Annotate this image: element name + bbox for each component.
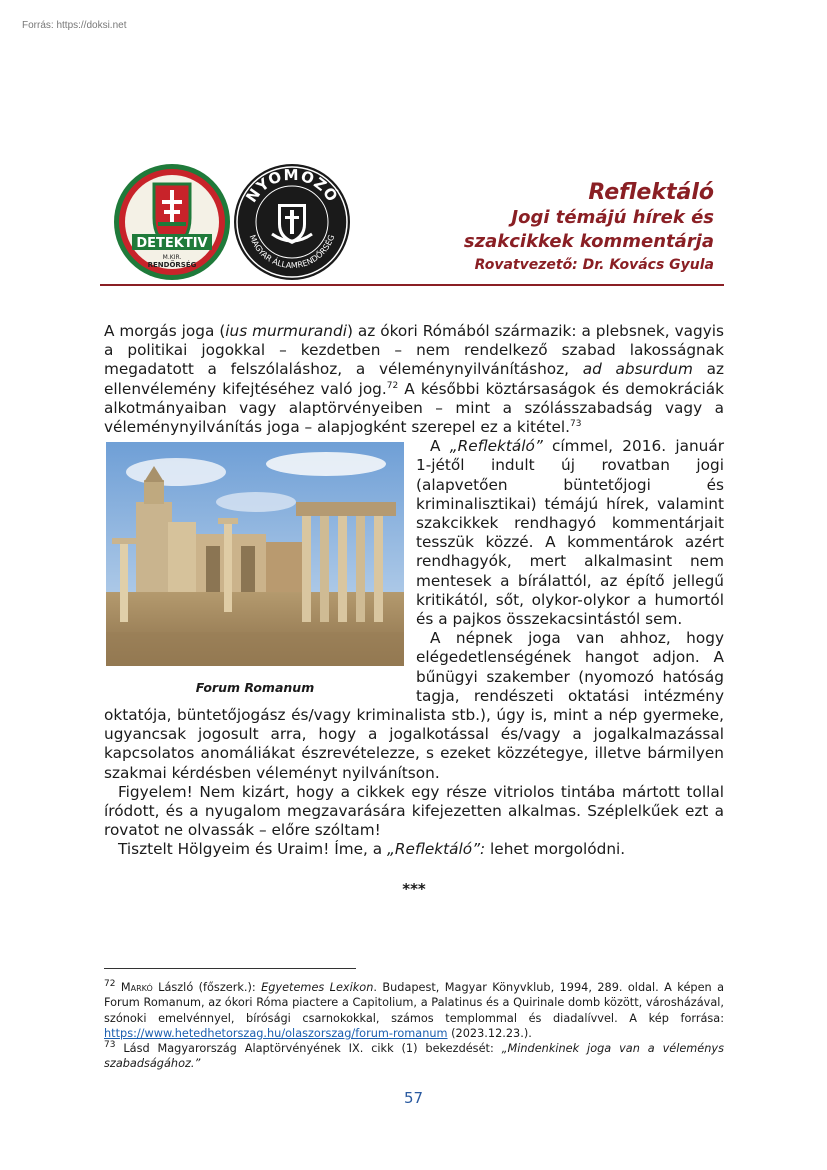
detektiv-badge-logo [112, 162, 232, 282]
column-subtitle-line2: szakcikkek kommentárja [463, 231, 714, 252]
forum-romanum-figure [106, 442, 406, 696]
page-number: 57 [403, 1089, 424, 1107]
svg-text:NYOMOZÓ: NYOMOZÓ [242, 165, 342, 206]
footnote-72: $^{72}$ Markó László (főszerk.): Egyetemes Lexikon. Budapest, Magyar Könyvklub, 1994, 289. oldal. A képen a Forum Romanum, az ókori Róma piactere a Capitolium, a Palatinus és a Quirinale domb között, városházával, szónoki emelvénnyel, bírósági csarnokokkal, számos templommal és diadalívvel. A kép forrása: https://www.hetedhetorszag.hu/olaszorszag/forum-romanum (2023.12.23.). [104, 979, 725, 1040]
section-separator: *** [402, 879, 426, 898]
column-editor: Rovatvezető: Dr. Kovács Gyula [474, 257, 714, 273]
source-link[interactable]: https://www.hetedhetorszag.hu/olaszorszag/forum-romanum [104, 1026, 448, 1040]
source-label: Forrás: https://doksi.net [22, 20, 127, 31]
svg-text:M.KIR.: M.KIR. [162, 254, 182, 261]
footnotes [104, 980, 724, 1072]
paragraph-reflektalo: A „Reflektáló” címmel, 2016. január 1-jétől indult új rovatban jogi (alapvetően büntetőjogi és kriminalisztikai) témájú hírek, valamint szakcikkek rendhagyó kommentárjait tesszük közzé. A kommentárok azért rendhagyók, mert alkalmasint nem mentesek a bírálattól, az építő jellegű kritikától, sőt, olykor-olykor a humortól és a pajkos összekacsintástól sem. [416, 437, 725, 629]
article-body [104, 322, 724, 899]
column-header [100, 158, 724, 286]
svg-text:DETEKTIV: DETEKTIV [136, 236, 208, 251]
paragraph-closing: Tisztelt Hölgyeim és Uraim! Íme, a „Reflektáló”: lehet morgolódni. [118, 840, 626, 859]
svg-text:RENDŐRSÉG: RENDŐRSÉG [147, 261, 197, 269]
forum-romanum-photo [106, 442, 404, 666]
paragraph-intro: A morgás joga (ius murmurandi) az ókori Rómából származik: a plebsnek, vagyis a politikai jogokkal – kezdetben – nem rendelkező szabad lakosságnak megadatott a felszólaláshoz, a véleménynyilvánításhoz, ad absurdum az ellenvélemény kifejtéséhez való jog.$^{72}$ A későbbi köztársaságok és demokráciák alkotmányaiban vagy alaptörvényeiben – mint a szólásszabadság vagy a véleménynyilvánítás joga – alapjogként szerepel ez a kitétel.$^{73}$ [104, 322, 725, 437]
footnote-ref-73[interactable]: 73 [569, 418, 582, 429]
column-titles [464, 180, 714, 276]
paragraph-right-to-complain: A népnek joga van ahhoz, hogy elégedetlenségének hangot adjon. A bűnügyi szakember (nyomozó hatóság tagja, rendészeti oktatási intézmény oktatója, büntetőjogász és/vagy kriminalista stb.), úgy is, mint a nép gyermeke, ugyancsak jogosult arra, hogy a jogalkotással és/vagy a jogalkalmazással kapcsolatos anomáliákat észrevételezze, s ezeket közzétegye, illetve bármilyen szakmai kérdésben véleményt nyilvánítson. [104, 629, 724, 782]
svg-text:MAGYAR ÁLLAMRENDŐRSÉG: MAGYAR ÁLLAMRENDŐRSÉG [247, 233, 337, 271]
footnote-73: $^{73}$ Lásd Magyarország Alaptörvényének IX. cikk (1) bekezdését: „Mindenkinek joga van a véleménys szabadságához.” [104, 1040, 724, 1071]
footnote-ref-72[interactable]: 72 [386, 380, 399, 391]
footnote-divider [104, 968, 356, 969]
nyomozo-seal-logo [232, 162, 352, 282]
header-divider [100, 284, 724, 286]
figure-caption: Forum Romanum [195, 680, 315, 696]
column-title: Reflektáló [588, 180, 714, 205]
column-subtitle-line1: Jogi témájú hírek és [511, 207, 714, 228]
paragraph-warning: Figyelem! Nem kizárt, hogy a cikkek egy része vitriolos tintába mártott tollal íródott, és a nyugalom megzavarására kifejezetten alkalmas. Széplelkűek ezt a rovatot ne olvassák – előre szóltam! [104, 782, 724, 840]
